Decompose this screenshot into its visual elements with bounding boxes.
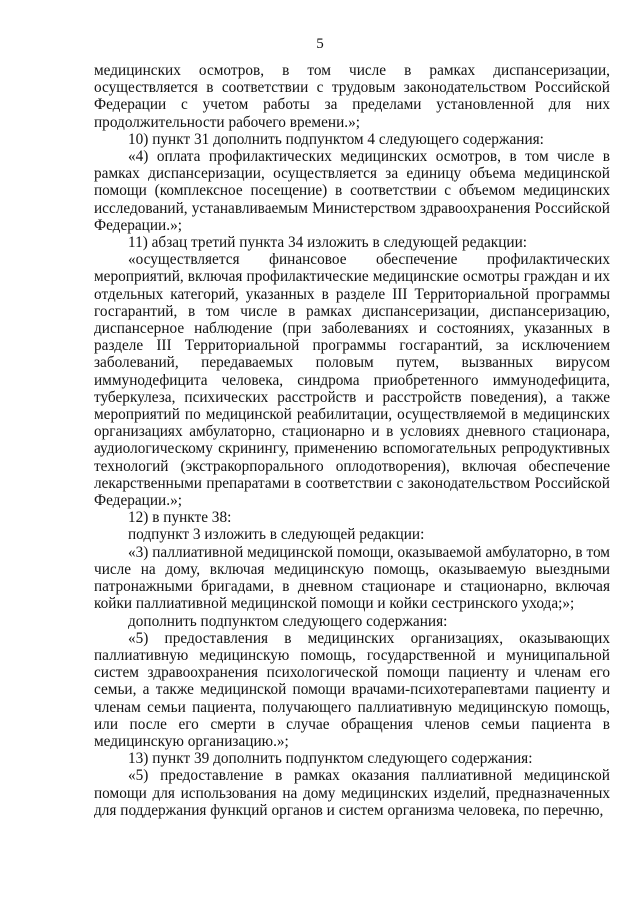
paragraph: «4) оплата профилактических медицинских осмотров, в том числе в рамках диспансеризации, осуществляется за единицу объема медицинской помощи (комплексное посещение) в соответствии с объемом медицинских исследований, устанавливаемым Министерством здравоохранения Российской Федерации.»; xyxy=(94,148,610,234)
paragraph: дополнить подпунктом следующего содержания: xyxy=(128,612,448,630)
paragraph: «осуществляется финансовое обеспечение профилактических мероприятий, включая профилактические медицинские осмотры граждан и их отдельных категорий, указанных в разделе III Территориальной программы госгарантий, в том числе в рамках диспансеризации, диспансеризацию, диспансерное наблюдение (при заболеваниях и состояниях, указанных в разделе III Территориальной программы госгарантий, за исключением заболеваний, передаваемых половым путем, вызванных вирусом иммунодефицита человека, синдрома приобретенного иммунодефицита, туберкулеза, психических расстройств и расстройств поведения), а также мероприятий по медицинской реабилитации, осуществляемой в медицинских организациях амбулаторно, стационарно и в условиях дневного стационара, аудиологическому скринингу, применению вспомогательных репродуктивных технологий (экстракорпорального оплодотворения), включая обеспечение лекарственными препаратами в соответствии с законодательством Российской Федерации.»; xyxy=(94,251,610,510)
paragraph: 11) абзац третий пункта 34 изложить в следующей редакции: xyxy=(128,234,528,252)
paragraph: «3) паллиативной медицинской помощи, оказываемой амбулаторно, в том числе на дому, включая медицинскую помощь, оказываемую выездными патронажными бригадами, в дневном стационаре и стационарно, включая койки паллиативной медицинской помощи и койки сестринского ухода;»; xyxy=(94,543,610,613)
paragraph: «5) предоставления в медицинских организациях, оказывающих паллиативную медицинскую помощь, государственной и муниципальной систем здравоохранения психологической помощи пациенту и членам его семьи, а также медицинской помощи врачами-психотерапевтами пациенту и членам семьи пациента, получающего паллиативную медицинскую помощь, или после его смерти в случае обращения членов семьи пациента в медицинскую организацию.»; xyxy=(94,629,610,750)
paragraph: 12) в пункте 38: xyxy=(128,509,232,527)
paragraph: 13) пункт 39 дополнить подпунктом следующего содержания: xyxy=(128,750,533,768)
paragraph: подпункт 3 изложить в следующей редакции: xyxy=(128,526,425,544)
paragraph: «5) предоставление в рамках оказания паллиативной медицинской помощи для использования на дому медицинских изделий, предназначенных для поддержания функций органов и систем организма человека, по перечню, xyxy=(94,767,610,819)
document-body xyxy=(94,62,610,819)
paragraph: 10) пункт 31 дополнить подпунктом 4 следующего содержания: xyxy=(128,130,544,148)
page-number: 5 xyxy=(316,36,324,52)
paragraph: медицинских осмотров, в том числе в рамках диспансеризации, осуществляется в соответствии с трудовым законодательством Российской Федерации с учетом работы за пределами установленной для них продолжительности рабочего времени.»; xyxy=(94,62,610,131)
